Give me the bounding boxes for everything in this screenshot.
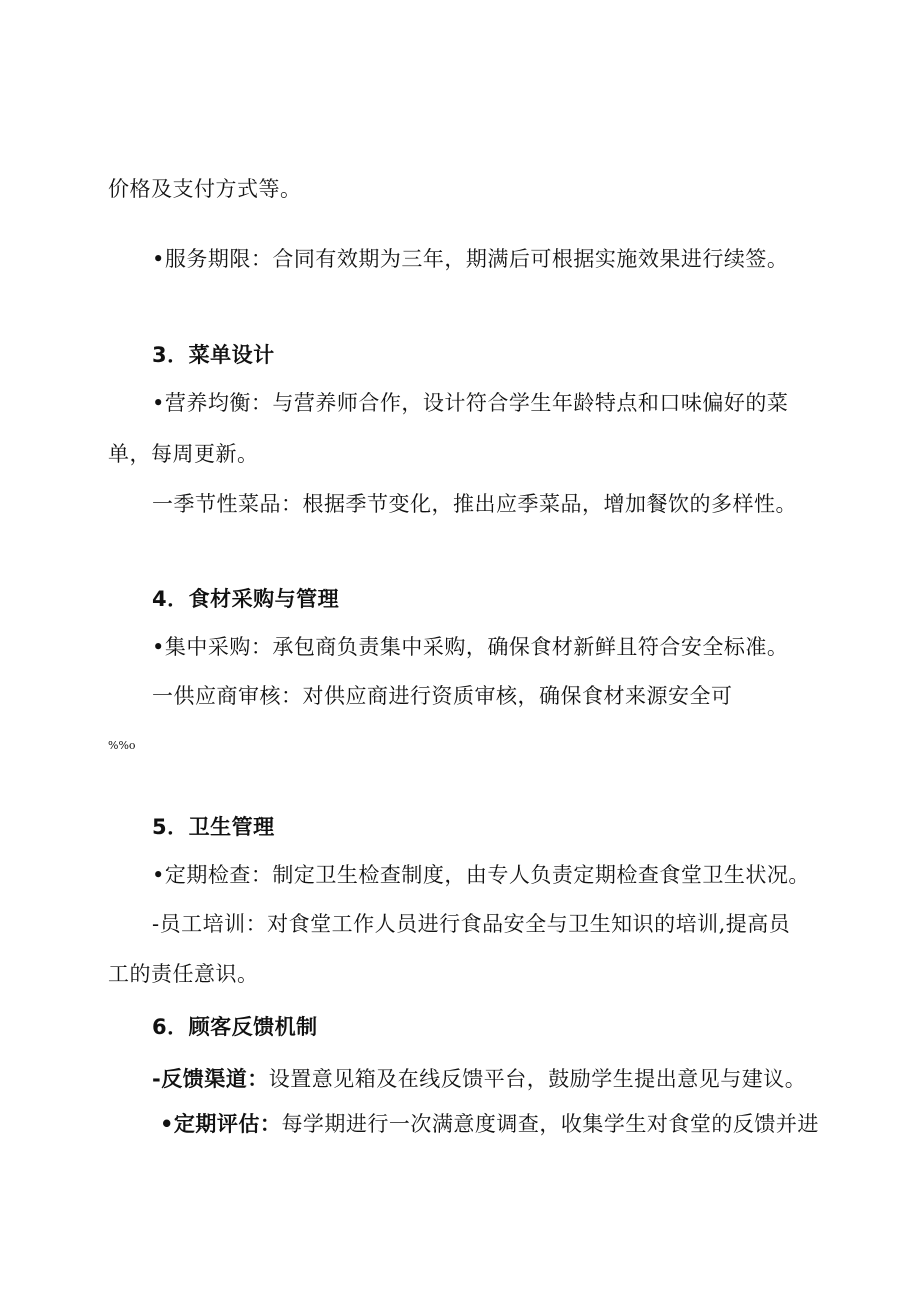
section-3-heading: 3．菜单设计 [152,343,275,367]
paragraph-service-term: •服务期限：合同有效期为三年，期满后可根据实施效果进行续签。 [152,247,789,271]
section-5-item-2-line-2: 工的责任意识。 [108,962,259,986]
section-5-item-1: •定期检查：制定卫生检查制度，由专人负责定期检查食堂卫生状况。 [152,863,810,887]
section-5-item-2-line-1: -员工培训：对食堂工作人员进行食品安全与卫生知识的培训,提高员 [152,912,791,936]
section-4-item-1: •集中采购：承包商负责集中采购，确保食材新鲜且符合安全标准。 [152,635,789,659]
section-6-item-2 [160,1110,819,1138]
section-3-item-1-line-1: •营养均衡：与营养师合作，设计符合学生年龄特点和口味偏好的菜 [152,391,789,415]
section-6-item-2-label: •定期评估： [160,1112,282,1136]
stray-text: %%o [108,739,136,752]
section-6-item-2-text: 每学期进行一次满意度调查，收集学生对食堂的反馈并进 [281,1112,819,1136]
section-6-item-1-text: 设置意见箱及在线反馈平台，鼓励学生提出意见与建议。 [268,1067,807,1091]
section-4-item-2: 一供应商审核：对供应商进行资质审核，确保食材来源安全可 [152,684,733,708]
section-4-heading: 4．食材采购与管理 [152,587,340,611]
section-6-item-1-label: -反馈渠道： [152,1067,269,1091]
section-3-item-2: 一季节性菜品：根据季节变化，推出应季菜品，增加餐饮的多样性。 [152,492,797,516]
section-3-item-1-line-2: 单，每周更新。 [108,442,259,466]
paragraph-payment: 价格及支付方式等。 [108,177,302,201]
section-6-heading: 6．顾客反馈机制 [152,1015,318,1039]
section-5-heading: 5．卫生管理 [152,815,275,839]
section-6-item-1 [152,1065,806,1093]
